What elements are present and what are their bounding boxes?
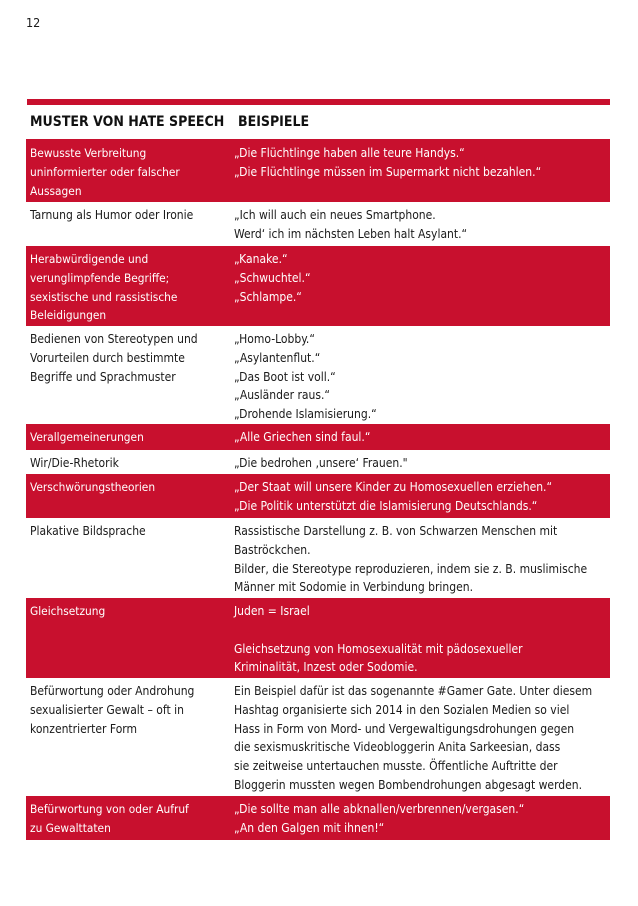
- example-cell: Ein Beispiel dafür ist das sogenannte #Gamer Gate. Unter diesem Hashtag organisierte sich 2014 in den Sozialen Medien so viel Hass in Form von Mord- und Vergewaltigungsdrohungen gegen die sexismuskritische Videobloggerin Anita Sarkeesian, dass sie zeitweise untertauchen musste. Öffentliche Auftritte der Bloggerin mussten wegen Bombendrohungen abgesagt werden.: [234, 684, 593, 792]
- example-cell: „Alle Griechen sind faul.“: [234, 430, 371, 444]
- pattern-cell: Befürwortung von oder Aufruf zu Gewalttaten: [30, 802, 189, 835]
- header-examples: BEISPIELE: [238, 114, 310, 130]
- table-row: [26, 797, 610, 841]
- example-cell: „Kanake.“ „Schwuchtel.“ „Schlampe.“: [234, 252, 311, 304]
- table-row: [26, 247, 610, 327]
- table-row: [26, 425, 610, 451]
- hate-speech-table: [26, 99, 610, 841]
- table-row: [26, 203, 610, 247]
- example-cell: „Die sollte man alle abknallen/verbrennen/vergasen.“ „An den Galgen mit ihnen!“: [234, 802, 525, 835]
- pattern-cell: Tarnung als Humor oder Ironie: [30, 208, 194, 222]
- table-row: [26, 599, 610, 679]
- example-cell: Rassistische Darstellung z. B. von Schwarzen Menschen mit Baströckchen. Bilder, die Stereotype reproduzieren, indem sie z. B. muslimische Männer mit Sodomie in Verbindung bringen.: [234, 524, 588, 595]
- example-cell: „Ich will auch ein neues Smartphone. Werd‘ ich im nächsten Leben halt Asylant.“: [234, 208, 468, 241]
- pattern-cell: Herabwürdigende und verunglimpfende Begriffe; sexistische und rassistische Beleidigungen: [30, 252, 178, 323]
- pattern-cell: Bewusste Verbreitung uninformierter oder falscher Aussagen: [30, 146, 180, 198]
- page-number: 12: [26, 15, 41, 30]
- table-row: [26, 451, 610, 475]
- pattern-cell: Verallgemeinerungen: [30, 430, 144, 444]
- example-cell: „Homo-Lobby.“ „Asylantenflut.“ „Das Boot ist voll.“ „Ausländer raus.“ „Drohende Islamisierung.“: [234, 332, 377, 422]
- table-row: [26, 679, 610, 797]
- example-cell: „Die bedrohen ‚unsere‘ Frauen.": [234, 456, 408, 470]
- table-row: [26, 141, 610, 203]
- pattern-cell: Wir/Die-Rhetorik: [30, 456, 119, 470]
- table-row: [26, 519, 610, 599]
- pattern-cell: Befürwortung oder Androhung sexualisierter Gewalt – oft in konzentrierter Form: [30, 684, 195, 736]
- pattern-cell: Gleichsetzung: [30, 604, 106, 618]
- header-pattern: MUSTER VON HATE SPEECH: [30, 114, 225, 130]
- pattern-cell: Bedienen von Stereotypen und Vorurteilen durch bestimmte Begriffe und Sprachmuster: [30, 332, 198, 384]
- pattern-cell: Plakative Bildsprache: [30, 524, 146, 538]
- table-row: [26, 327, 610, 425]
- pattern-cell: Verschwörungstheorien: [30, 480, 156, 494]
- example-cell: „Der Staat will unsere Kinder zu Homosexuellen erziehen.“ „Die Politik unterstützt die Islamisierung Deutschlands.“: [234, 480, 553, 513]
- table-row: [26, 475, 610, 519]
- example-cell: Juden = Israel Gleichsetzung von Homosexualität mit pädosexueller Kriminalität, Inzest oder Sodomie.: [234, 604, 523, 675]
- example-cell: „Die Flüchtlinge haben alle teure Handys.“ „Die Flüchtlinge müssen im Supermarkt nicht bezahlen.“: [234, 146, 542, 179]
- table-header: [26, 105, 610, 139]
